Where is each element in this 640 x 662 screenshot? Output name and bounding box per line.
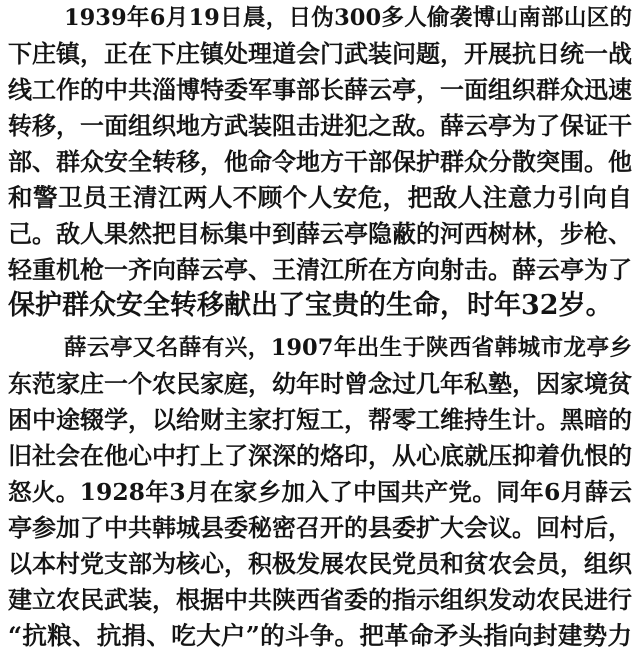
paragraph-1-line-9: 保护群众安全转移献出了宝贵的生命，时年32岁。: [8, 290, 613, 321]
paragraph-2-line-5: 怒火。1928年3月在家乡加入了中国共产党。同年6月薛云: [8, 478, 632, 506]
paragraph-2-line-2: 东范家庄一个农民家庭，幼年时曾念过几年私塾，因家境贫: [8, 369, 632, 398]
paragraph-1-line-1: 1939年6月19日晨，日伪300多人偷袭博山南部山区的: [64, 5, 632, 31]
paragraph-2-line-3: 困中途辍学，以给财主家打短工，帮零工维持生计。黑暗的: [8, 405, 632, 434]
paragraph-1-line-8: 轻重机枪一齐向薛云亭、王清江所在方向射击。薛云亭为了: [8, 255, 632, 284]
paragraph-2-line-8: 建立农民武装，根据中共陕西省委的指示组织发动农民进行: [8, 585, 632, 614]
paragraph-1-line-7: 己。敌人果然把目标集中到薛云亭隐蔽的河西树林，步枪、: [8, 219, 632, 248]
paragraph-2-line-1: 薛云亭又名薛有兴，1907年出生于陕西省韩城市龙亭乡: [64, 335, 632, 361]
paragraph-1-line-4: 转移，一面组织地方武装阻击进犯之敌。薛云亭为了保证干: [8, 111, 632, 140]
paragraph-2-line-7: 以本村党支部为核心，积极发展农民党员和贫农会员，组织: [8, 549, 632, 578]
paragraph-2-line-9: “抗粮、抗捐、吃大户”的斗争。把革命矛头指向封建势力: [8, 621, 632, 650]
paragraph-2-line-6: 亭参加了中共韩城县委秘密召开的县委扩大会议。回村后，: [8, 513, 632, 542]
paragraph-1-line-5: 部、群众安全转移，他命令地方干部保护群众分散突围。他: [8, 147, 632, 176]
paragraph-1-line-6: 和警卫员王清江两人不顾个人安危，把敌人注意力引向自: [8, 183, 632, 212]
paragraph-2-line-4: 旧社会在他心中打上了深深的烙印，从心底就压抑着仇恨的: [8, 441, 632, 470]
paragraph-1-line-3: 线工作的中共淄博特委军事部长薛云亭，一面组织群众迅速: [8, 75, 632, 104]
paragraph-1-line-2: 下庄镇，正在下庄镇处理道会门武装问题，开展抗日统一战: [8, 39, 632, 68]
